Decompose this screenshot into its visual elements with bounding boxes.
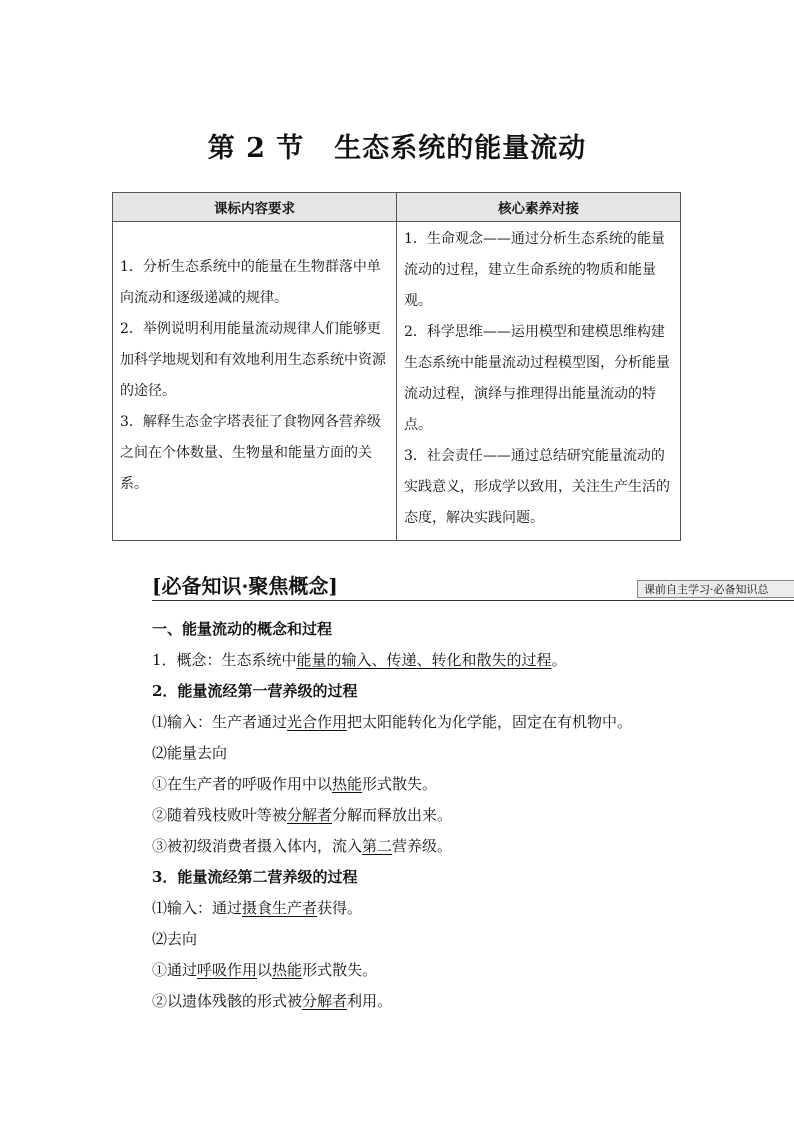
answer-blank: 热能: [272, 961, 303, 979]
answer-blank: 热能: [332, 775, 363, 793]
header-core-competencies: 核心素养对接: [397, 193, 681, 222]
second-destination-2: ②以遗体残骸的形式被分解者利用。: [152, 992, 393, 1010]
section-tag: 课前自主学习·必备知识总: [637, 580, 794, 598]
requirement-2: 2．举例说明利用能量流动规律人们能够更加科学地规划和有效地利用生态系统中资源的途径。: [120, 321, 386, 399]
second-level-input: ⑴输入：通过摄食生产者获得。: [152, 899, 363, 917]
competency-1: 1．生命观念——通过分析生态系统的能量流动的过程，建立生命系统的物质和能量观。: [404, 231, 665, 309]
energy-destination-label: ⑵能量去向: [152, 744, 228, 762]
curriculum-requirements-cell: [113, 222, 397, 541]
header-curriculum-requirements: 课标内容要求: [113, 193, 397, 222]
subheading-second-level: 3．能量流经第二营养级的过程: [152, 868, 358, 886]
requirement-3: 3．解释生态金字塔表征了食物网各营养级之间在个体数量、生物量和能量方面的关系。: [120, 414, 381, 492]
first-level-input: ⑴输入：生产者通过光合作用把太阳能转化为化学能，固定在有机物中。: [152, 713, 633, 731]
core-competencies-cell: [397, 222, 681, 541]
competency-2: 2．科学思维——运用模型和建模思维构建生态系统中能量流动过程模型图，分析能量流动过程，演绎与推理得出能量流动的特点。: [404, 324, 670, 433]
section-heading: [必备知识·聚焦概念]: [152, 574, 338, 598]
destination-label: ⑵去向: [152, 930, 198, 948]
destination-2: ②随着残枝败叶等被分解者分解而释放出来。: [152, 806, 453, 824]
answer-blank: 分解者: [302, 992, 348, 1010]
concept-line: 1．概念：生态系统中能量的输入、传递、转化和散失的过程。: [152, 651, 567, 669]
answer-blank: 第二: [362, 837, 393, 855]
page-title: [0, 126, 794, 165]
knowledge-content: [152, 614, 762, 1017]
section-divider: [152, 600, 794, 601]
destination-1: ①在生产者的呼吸作用中以热能形式散失。: [152, 775, 438, 793]
answer-blank: 能量的输入、传递、转化和散失的过程: [296, 651, 552, 669]
answer-blank: 摄食生产者: [242, 899, 318, 917]
section-number: 第 2 节: [207, 133, 305, 164]
standards-table: [112, 192, 681, 541]
answer-blank: 呼吸作用: [197, 961, 258, 979]
subheading-energy-flow: 一、能量流动的概念和过程: [152, 620, 333, 638]
competency-3: 3．社会责任——通过总结研究能量流动的实践意义，形成学以致用，关注生产生活的态度，解决实践问题。: [404, 448, 670, 526]
destination-3: ③被初级消费者摄入体内，流入第二营养级。: [152, 837, 453, 855]
second-destination-1: ①通过呼吸作用以热能形式散失。: [152, 961, 378, 979]
answer-blank: 光合作用: [287, 713, 348, 731]
requirement-1: 1．分析生态系统中的能量在生物群落中单向流动和逐级递减的规律。: [120, 259, 381, 306]
subheading-first-level: 2．能量流经第一营养级的过程: [152, 682, 358, 700]
answer-blank: 分解者: [287, 806, 333, 824]
section-topic: 生态系统的能量流动: [334, 133, 587, 164]
